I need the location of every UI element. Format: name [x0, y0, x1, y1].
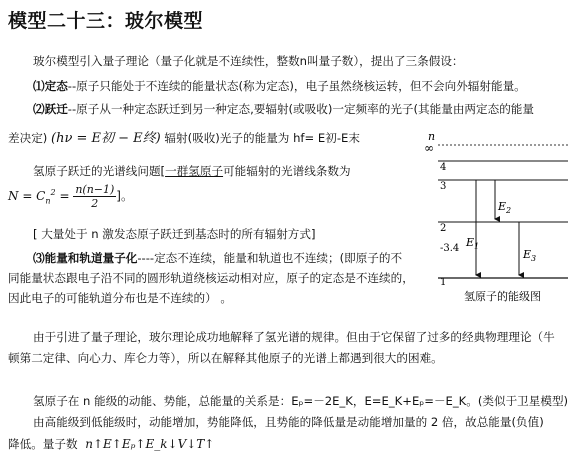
- spectral-fraction: [73, 183, 116, 210]
- hypothesis-2-formula: (hν = E初 − E终): [51, 131, 161, 146]
- summary-line-2: 顿第二定律、向心力、库仑力等），所以在解释其他原子的光谱上都遇到很大的困难。: [8, 351, 443, 365]
- level-label-inf: ∞: [424, 141, 434, 155]
- hypothesis-2-label: ⑵跃迁: [33, 102, 68, 116]
- hypothesis-2-cont: 差决定): [8, 131, 48, 145]
- fraction-numerator: n(n−1): [75, 183, 115, 196]
- spectral-underlined: 一群氢原子: [165, 164, 224, 178]
- transition-label-e2: $E_2$: [498, 200, 512, 215]
- spectral-formula: $N = C_n^2$ = $\frac{n(n-1)}{2}$ ]。: [8, 183, 133, 210]
- hypothesis-3-line-2: 同能量状态跟电子沿不同的圆形轨道绕核运动相对应，原子的定态是不连续的，: [8, 271, 414, 285]
- level-value-2: -3.4: [440, 243, 460, 254]
- hypothesis-3-text: ----定态不连续，能量和轨道也不连续；(即原子的不: [137, 251, 403, 265]
- hypothesis-1: [33, 78, 526, 94]
- level-label-1: 1: [440, 277, 447, 288]
- hypothesis-3-label: ⑶能量和轨道量子化: [33, 251, 138, 265]
- energy-level-diagram: [418, 128, 584, 308]
- energy-line-2: 由高能级到低能级时，动能增加，势能降低，且势能的降低量是动能增加量的 2 倍，故总能量(负值): [33, 415, 544, 429]
- page-title: 模型二十三：玻尔模型: [8, 10, 204, 32]
- energy-trend: n↑E↑Eₚ↑E_k↓V↓T↑: [85, 437, 215, 451]
- intro-text: 玻尔模型引入量子理论（量子化就是不连续性，整数n叫量子数），提出了三条假设：: [33, 54, 464, 68]
- level-label-2: 2: [440, 223, 447, 234]
- energy-line-1: 氢原子在 n 能级的动能、势能，总能量的关系是：Eₚ=－2E_K，E=E_K+Eₚ=－E_K。(类似于卫星模型): [33, 394, 569, 408]
- spectral-note: [ 大量处于 n 激发态原子跃迁到基态时的所有辐射方式]: [33, 227, 316, 241]
- spectral-formula-lhs: N = C: [8, 189, 46, 203]
- summary-line-1: 由于引进了量子理论，玻尔理论成功地解释了氢光谱的规律。但由于它保留了过多的经典物理理论（牛: [33, 330, 555, 344]
- energy-line-3-text: 降低。量子数: [8, 437, 78, 451]
- hypothesis-2: [33, 101, 534, 117]
- level-label-3: 3: [440, 181, 447, 192]
- fraction-denominator: 2: [91, 197, 99, 210]
- hypothesis-2-continuation: [8, 127, 360, 146]
- hypothesis-2-text: --原子从一种定态跃迁到另一种定态,要辐射(或吸收)一定频率的光子(其能量由两定态的能量: [67, 102, 534, 116]
- hypothesis-3-line-3: 因此电子的可能轨道分布也是不连续的） 。: [8, 291, 232, 305]
- hypothesis-1-text: --原子只能处于不连续的能量状态(称为定态)，电子虽然绕核运转，但不会向外辐射能量。: [67, 79, 526, 93]
- spectral-line-question: [33, 163, 351, 179]
- spectral-formula-end: ]。: [116, 189, 133, 203]
- hypothesis-1-label: ⑴定态: [33, 79, 68, 93]
- spectral-text-1: 氢原子跃迁的光谱线问题[: [33, 164, 166, 178]
- diagram-caption: 氢原子的能级图: [464, 290, 541, 303]
- energy-line-3: [8, 436, 214, 452]
- hypothesis-2-tail: 辐射(吸收)光子的能量为 hf= E初-E末: [164, 131, 360, 145]
- spectral-text-2: 可能辐射的光谱线条数为: [223, 164, 351, 178]
- transition-label-e1: $E_1$: [466, 236, 480, 251]
- hypothesis-3: [33, 250, 402, 266]
- level-label-n: n: [428, 130, 436, 143]
- transition-label-e3: $E_3$: [523, 248, 537, 263]
- level-label-4: 4: [440, 162, 447, 173]
